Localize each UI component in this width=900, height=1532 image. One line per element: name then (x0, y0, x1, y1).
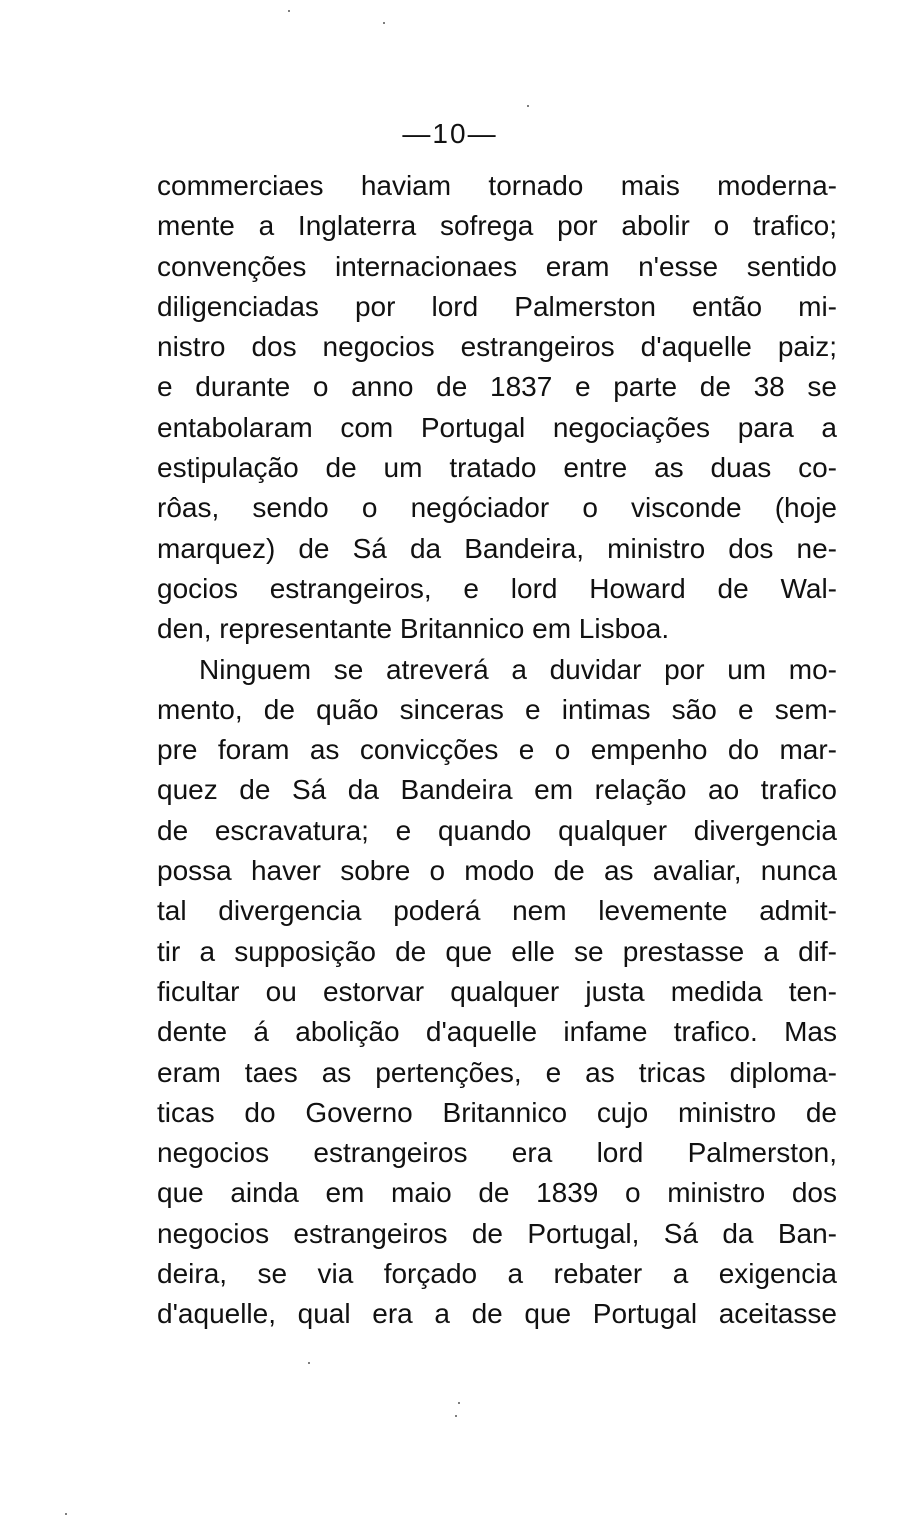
text-line: de escravatura; e quando qualquer divergencia (157, 814, 837, 846)
text-line: e durante o anno de 1837 e parte de 38 se (157, 371, 837, 403)
text-line: mento, de quão sinceras e intimas são e sem- (157, 693, 837, 725)
text-line: possa haver sobre o modo de as avaliar, nunca (157, 855, 837, 887)
text-line: tal divergencia poderá nem levemente admit- (157, 895, 837, 927)
page-number: —10— (402, 118, 498, 149)
scan-speck (288, 10, 290, 12)
text-line: pre foram as convicções e o empenho do mar- (157, 734, 837, 766)
text-line: marquez) de Sá da Bandeira, ministro dos ne- (157, 532, 837, 564)
text-line: mente a Inglaterra sofrega por abolir o trafico; (157, 210, 837, 242)
scan-speck (65, 1513, 67, 1515)
text-line: negocios estrangeiros era lord Palmerston, (157, 1137, 837, 1169)
text-line: eram taes as pertenções, e as tricas diploma- (157, 1056, 837, 1088)
text-line: entabolaram com Portugal negociações para a (157, 411, 837, 443)
text-line: estipulação de um tratado entre as duas co- (157, 452, 837, 484)
scan-speck (455, 1415, 457, 1417)
text-line: tir a supposição de que elle se prestasse a dif- (157, 935, 837, 967)
text-line: dente á abolição d'aquelle infame trafico. Mas (157, 1016, 837, 1048)
text-line: nistro dos negocios estrangeiros d'aquelle paiz; (157, 331, 837, 363)
text-line: quez de Sá da Bandeira em relação ao trafico (157, 774, 837, 806)
text-line: negocios estrangeiros de Portugal, Sá da Ban- (157, 1217, 837, 1249)
text-line: Ninguem se atreverá a duvidar por um mo- (199, 653, 837, 685)
text-line: gocios estrangeiros, e lord Howard de Wal- (157, 572, 837, 604)
text-line: d'aquelle, qual era a de que Portugal aceitasse (157, 1298, 837, 1330)
scan-speck (308, 1362, 310, 1364)
scan-speck (383, 22, 385, 24)
text-line: den, representante Britannico em Lisboa. (157, 613, 670, 645)
text-line: que ainda em maio de 1839 o ministro dos (157, 1177, 837, 1209)
text-line: commerciaes haviam tornado mais moderna- (157, 170, 837, 201)
text-line: ficultar ou estorvar qualquer justa medida ten- (157, 975, 837, 1007)
text-line: convenções internacionaes eram n'esse sentido (157, 250, 837, 282)
text-line: ticas do Governo Britannico cujo ministro de (157, 1096, 837, 1128)
text-line: deira, se via forçado a rebater a exigencia (157, 1258, 837, 1290)
text-line: diligenciadas por lord Palmerston então mi- (157, 290, 837, 322)
body-text (157, 166, 837, 1335)
scan-speck (527, 105, 529, 107)
text-line: rôas, sendo o negóciador o visconde (hoje (157, 492, 837, 524)
scan-speck (458, 1402, 460, 1404)
